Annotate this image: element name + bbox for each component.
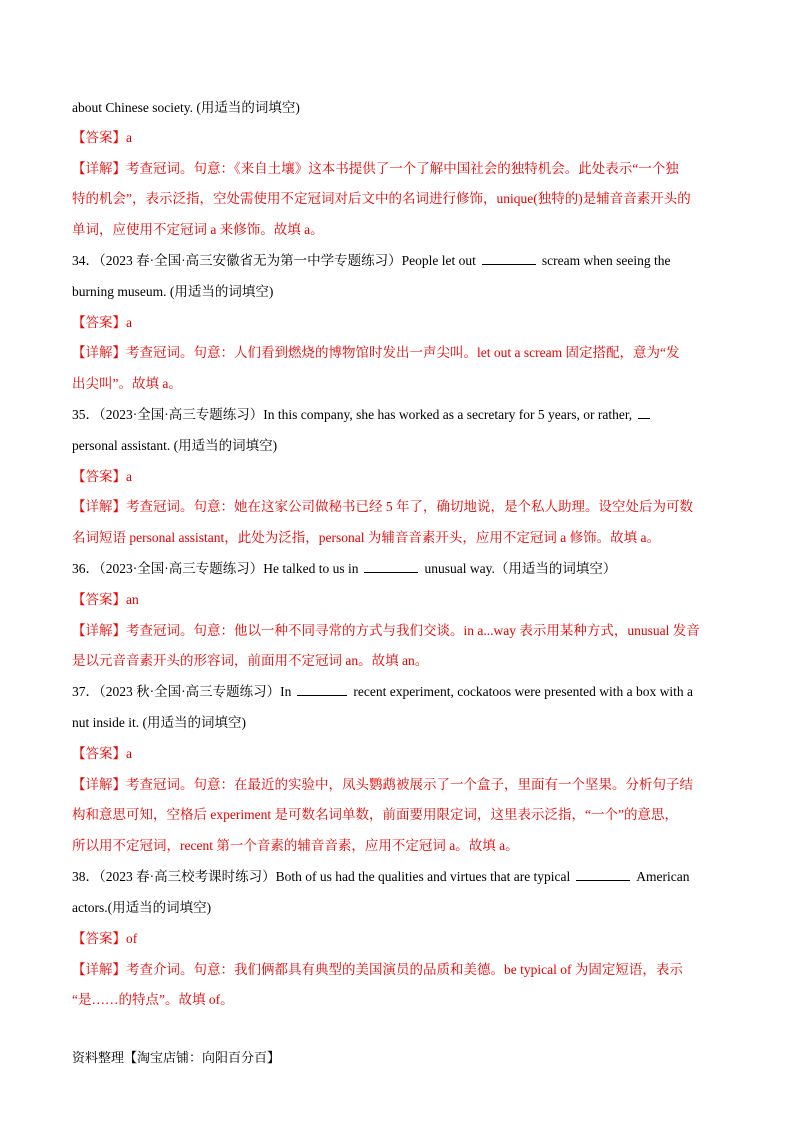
- question-36-text-after-blank: unusual way.（用适当的词填空）: [424, 561, 617, 576]
- question-35-line-2: personal assistant. (用适当的词填空): [72, 438, 278, 453]
- question-36-line-1: [72, 559, 732, 579]
- question-37-line-2: nut inside it. (用适当的词填空): [72, 715, 246, 730]
- question-34-line-2: burning museum. (用适当的词填空): [72, 284, 274, 299]
- answer-37: 【答案】a: [72, 746, 132, 761]
- question-38-line-2: actors.(用适当的词填空): [72, 900, 212, 915]
- answer-34: 【答案】a: [72, 315, 132, 330]
- explanation-37-line-3: 所以用不定冠词，recent 第一个音素的辅音音素，应用不定冠词 a。故填 a。: [72, 838, 519, 853]
- answer-38: 【答案】of: [72, 931, 138, 946]
- question-33-continuation: about Chinese society. (用适当的词填空): [72, 100, 300, 115]
- explanation-37-line-2: 构和意思可知，空格后 experiment 是可数名词单数，前面要用限定词，这里表示泛指，“一个”的意思，: [72, 807, 678, 822]
- explanation-33-line-1: 【详解】考查冠词。句意：《来自土壤》这本书提供了一个了解中国社会的独特机会。此处表示“一个独: [72, 161, 679, 176]
- explanation-37-line-1: 【详解】考查冠词。句意：在最近的实验中，凤头鹦鹉被展示了一个盒子，里面有一个坚果。分析句子结: [72, 777, 693, 792]
- explanation-38-line-1: 【详解】考查介词。句意：我们俩都具有典型的美国演员的品质和美德。be typical of 为固定短语，表示: [72, 962, 683, 977]
- explanation-35-line-1: 【详解】考查冠词。句意：她在这家公司做秘书已经 5 年了，确切地说，是个私人助理。设空处后为可数: [72, 499, 693, 514]
- question-38-line-1: [72, 867, 732, 887]
- question-34-line-1: [72, 251, 732, 271]
- explanation-33-line-3: 单词，应使用不定冠词 a 来修饰。故填 a。: [72, 222, 324, 237]
- answer-33: 【答案】a: [72, 130, 132, 145]
- explanation-33-line-2: 特的机会”，表示泛指，空处需使用不定冠词对后文中的名词进行修饰，unique(独特的)是辅音音素开头的: [72, 191, 691, 206]
- question-34-text-before-blank: 34．（2023 春·全国·高三安徽省无为第一中学专题练习）People let out: [72, 253, 476, 268]
- answer-blank: [482, 252, 536, 265]
- question-37-line-1: [72, 682, 732, 702]
- explanation-34-line-1: 【详解】考查冠词。句意：人们看到燃烧的博物馆时发出一声尖叫。let out a scream 固定搭配，意为“发: [72, 345, 680, 360]
- explanation-34-line-2: 出尖叫”。故填 a。: [72, 376, 182, 391]
- question-34-text-after-blank: scream when seeing the: [541, 253, 671, 268]
- question-37-text-after-blank: recent experiment, cockatoos were presented with a box with a: [353, 684, 693, 699]
- question-38-text-before-blank: 38．（2023 春·高三校考课时练习）Both of us had the qualities and virtues that are typical: [72, 869, 571, 884]
- answer-blank: [576, 868, 630, 881]
- explanation-38-line-2: “是……的特点”。故填 of。: [72, 992, 234, 1007]
- explanation-36-line-2: 是以元音音素开头的形容词，前面用不定冠词 an。故填 an。: [72, 653, 429, 668]
- explanation-36-line-1: 【详解】考查冠词。句意：他以一种不同寻常的方式与我们交谈。in a...way 表示用某种方式，unusual 发音: [72, 623, 700, 638]
- answer-36: 【答案】an: [72, 592, 139, 607]
- question-37-text-before-blank: 37．（2023 秋·全国·高三专题练习）In: [72, 684, 292, 699]
- answer-blank: [297, 683, 347, 696]
- answer-blank: [364, 560, 418, 573]
- answer-35: 【答案】a: [72, 469, 132, 484]
- question-36-text-before-blank: 36．（2023·全国·高三专题练习）He talked to us in: [72, 561, 359, 576]
- question-38-text-after-blank: American: [636, 869, 690, 884]
- question-35-line-1: [72, 405, 732, 425]
- question-35-text-before-blank: 35．（2023·全国·高三专题练习）In this company, she has worked as a secretary for 5 years, or rather,: [72, 407, 633, 422]
- page-footer: 资料整理【淘宝店铺：向阳百分百】: [72, 1050, 281, 1065]
- explanation-35-line-2: 名词短语 personal assistant，此处为泛指，personal 为辅音音素开头，应用不定冠词 a 修饰。故填 a。: [72, 530, 660, 545]
- answer-blank: [638, 406, 650, 419]
